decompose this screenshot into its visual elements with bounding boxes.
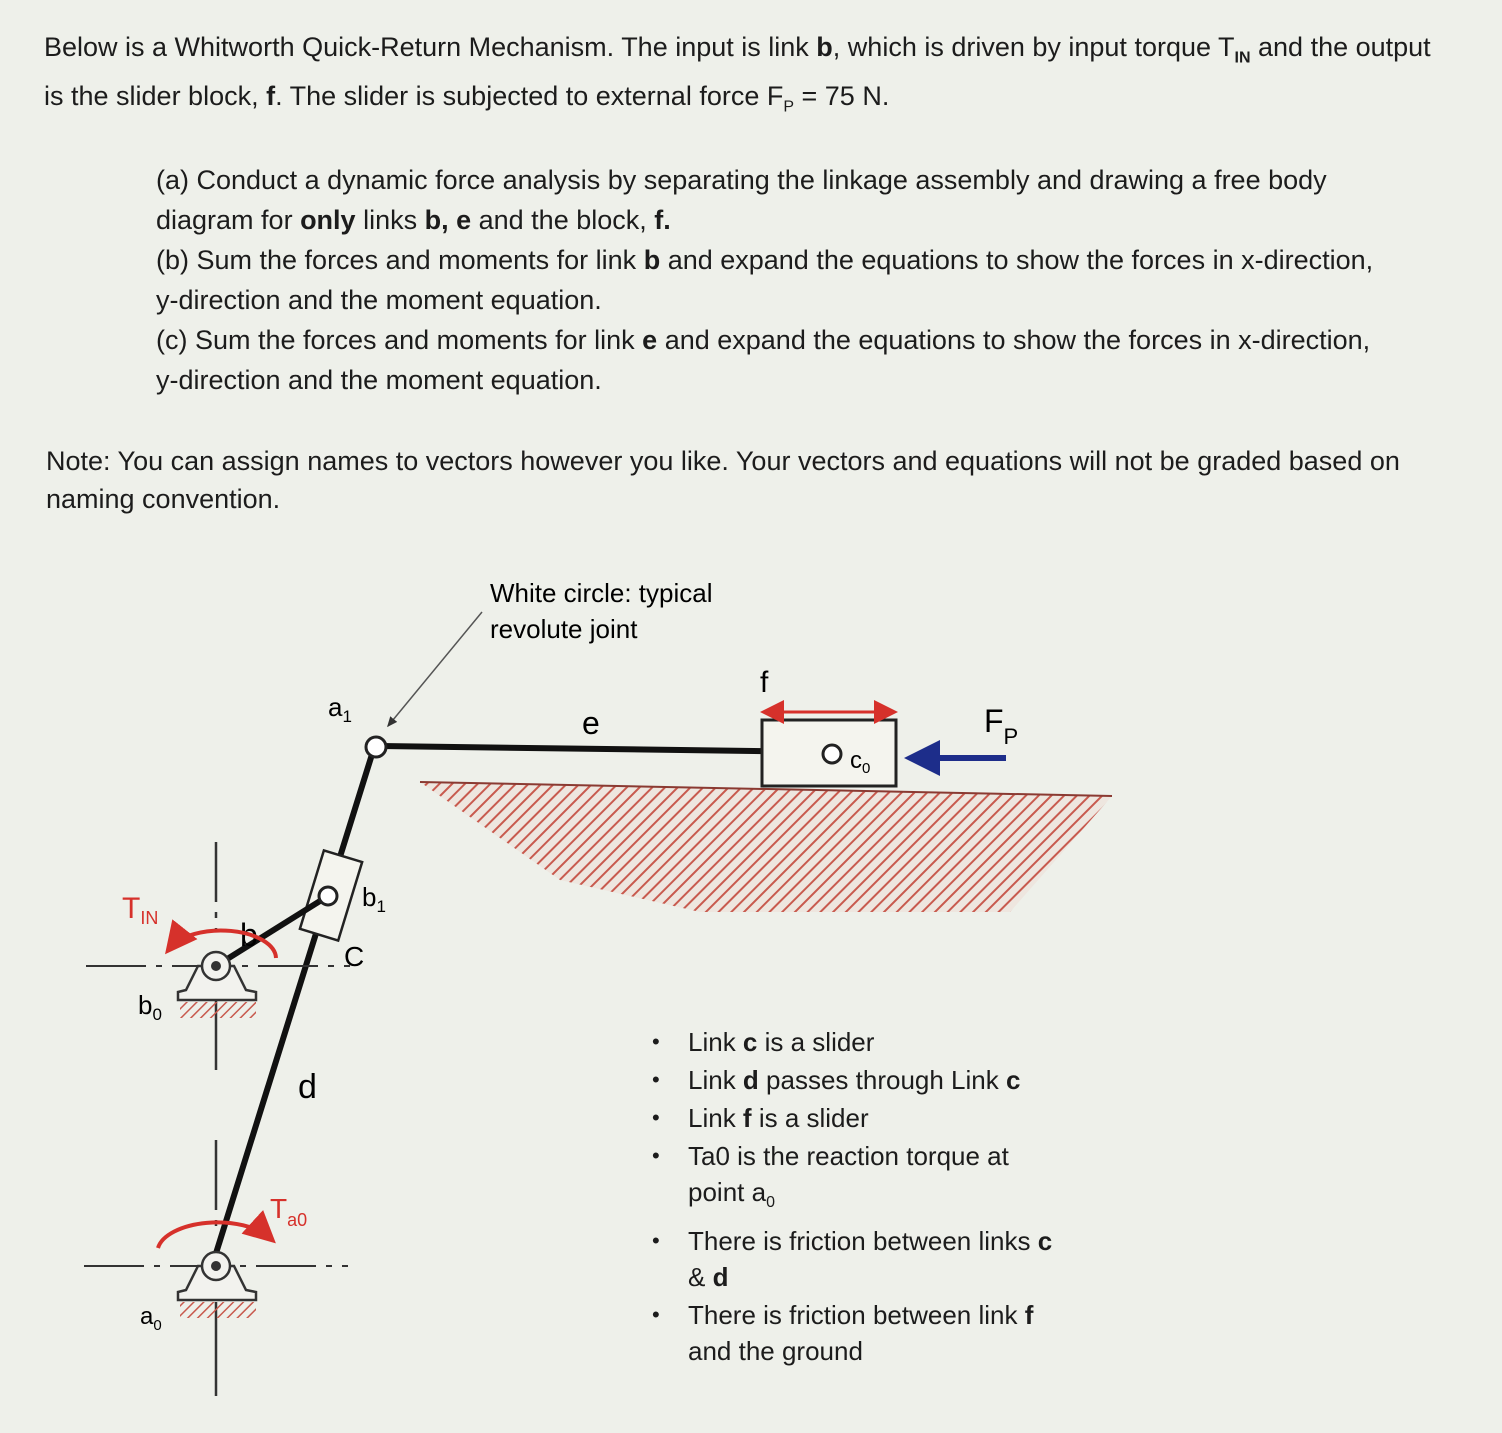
question-part-segment: (a) Conduct a dynamic force analysis by separating the linkage assembly and drawing a free body diagram for [156, 165, 1327, 235]
intro-link-f: f [266, 81, 276, 112]
assumption-segment: f [742, 1103, 752, 1133]
assumption-segment: d [712, 1262, 729, 1293]
intro-link-b: b [816, 32, 833, 62]
assumption-item [650, 1100, 1070, 1136]
assumption-item [650, 1062, 1070, 1098]
naming-note: Note: You can assign names to vectors however you like. Your vectors and equations will not be graded based on naming convention. [46, 446, 1400, 514]
question-part-segment: only [300, 205, 356, 235]
joint-b1 [319, 887, 337, 905]
question-part-segment: e [642, 325, 658, 355]
question-part-segment: and expand the equations to show the forces in x-direction, y-direction and the moment equation. [156, 325, 1371, 395]
question-parts [156, 160, 1396, 400]
ground-hatch [420, 782, 1112, 912]
torque-ta0-arrow [158, 1222, 270, 1248]
label-ta0: $T_{a0}$ [270, 1193, 308, 1230]
assumption-segment: There is friction between link [688, 1300, 1025, 1331]
assumption-segment: and the ground [688, 1336, 863, 1367]
question-part-segment: (b) Sum the forces and moments for link [156, 245, 644, 275]
question-part [156, 160, 1396, 240]
assumption-segment: f [1024, 1300, 1034, 1331]
question-part-segment: links [355, 205, 425, 235]
label-b: b [240, 917, 258, 953]
assumption-segment: d [742, 1065, 759, 1095]
intro-text-3: and the output is the slider block, [44, 32, 1431, 112]
intro-fp-sub: P [783, 98, 795, 116]
bullet-dot-icon: • [652, 1067, 660, 1092]
question-part-segment: f. [654, 205, 671, 235]
assumption-segment: Link [688, 1027, 743, 1057]
callout-pointer [388, 612, 482, 726]
assumption-segment: Link [688, 1103, 743, 1133]
assumptions-list [650, 1024, 1070, 1371]
label-tin: $T_{IN}$ [122, 892, 159, 928]
intro-tin-sub: IN [1234, 49, 1251, 67]
question-part-segment: and the block, [471, 205, 655, 235]
bullet-dot-icon: • [652, 1143, 660, 1168]
assumption-segment: 0 [766, 1194, 775, 1212]
label-fp: $F_P$ [984, 703, 1019, 749]
question-part-segment: (c) Sum the forces and moments for link [156, 325, 643, 355]
ground-pivot-a0 [84, 1140, 348, 1396]
assumption-segment: c [742, 1027, 758, 1057]
intro-text-5: = 75 N. [794, 81, 890, 112]
assumption-segment: c [1005, 1065, 1021, 1095]
label-a1: $a_1$ [328, 692, 352, 726]
intro-text-4: . The slider is subjected to external force F [275, 81, 784, 112]
assumption-segment: c [1037, 1226, 1053, 1257]
label-f: f [760, 666, 769, 699]
assumption-segment: Link [688, 1065, 743, 1095]
intro-text-2: , which is driven by input torque T [832, 32, 1235, 62]
bullet-dot-icon: • [652, 1105, 660, 1130]
label-e: e [582, 705, 600, 741]
bullet-dot-icon: • [652, 1029, 660, 1054]
label-c0: $c_0$ [850, 747, 871, 777]
assumption-segment: There is friction between links [688, 1226, 1038, 1257]
question-part [156, 240, 1396, 320]
label-b1: $b_1$ [362, 882, 386, 916]
label-b0: $b_0$ [138, 990, 162, 1024]
bullet-dot-icon: • [652, 1228, 660, 1254]
joint-c0 [823, 745, 841, 763]
assumption-item [650, 1024, 1070, 1060]
callout-line2: revolute joint [490, 614, 638, 644]
problem-intro [44, 28, 1454, 127]
assumption-segment: & [688, 1262, 713, 1293]
label-d: d [298, 1068, 317, 1106]
question-part-segment: b [643, 245, 661, 275]
bullet-dot-icon: • [652, 1302, 660, 1328]
assumption-segment: is a slider [757, 1027, 875, 1057]
assumption-item [650, 1297, 1070, 1369]
assumption-item [650, 1223, 1070, 1295]
question-part-segment: and expand the equations to show the forces in x-direction, y-direction and the moment equation. [156, 245, 1374, 315]
label-c: C [344, 941, 365, 972]
joint-a1 [366, 737, 386, 757]
intro-text-1: Below is a Whitworth Quick-Return Mechanism. The input is link [44, 32, 817, 62]
question-part [156, 320, 1396, 400]
assumption-item [650, 1138, 1070, 1221]
callout-line1: White circle: typical [490, 578, 713, 608]
assumption-segment: Ta0 is the reaction torque at point a [688, 1141, 1009, 1207]
question-part-segment: b, e [424, 205, 472, 235]
label-a0: $a_0$ [140, 1303, 162, 1334]
assumption-segment: passes through Link [758, 1065, 1006, 1095]
assumption-segment: is a slider [751, 1103, 869, 1133]
